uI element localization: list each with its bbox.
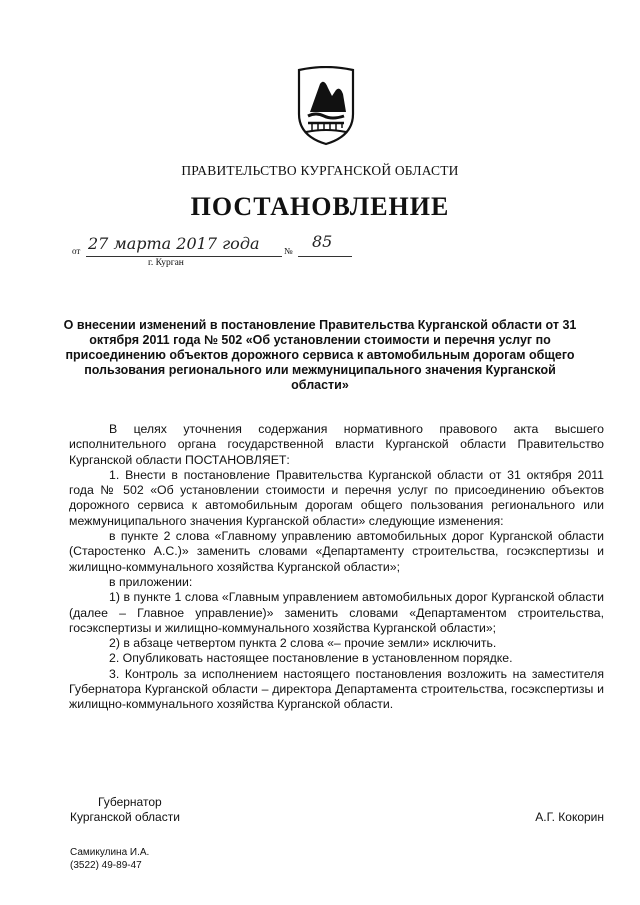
number-label: № [284, 246, 293, 256]
signatory-title-line1: Губернатор [98, 795, 162, 809]
executor-info [70, 846, 149, 872]
date-underline [86, 256, 282, 257]
coat-of-arms-emblem [296, 66, 356, 146]
date-from-label: от [72, 246, 81, 256]
signatory-title [70, 795, 180, 825]
signatory-name: А.Г. Кокорин [535, 810, 604, 824]
paragraph: в приложении: [109, 574, 193, 589]
paragraph: 1. Внести в постановление Правительства Курганской области от 31 октября 2011 года № 502 «Об установлении стоимости и перечня услуг по присоединению объектов дорожного сервиса к автомобильным дорогам общего пользования регионального или межмуниципального значения Курганской области» следующие изменения: [69, 467, 604, 528]
paragraph: в пункте 2 слова «Главному управлению автомобильных дорог Курганской области (Старостенко А.С.)» заменить словами «Департаменту строительства, госэкспертизы и жилищно-коммунального хозяйства Курганской области»; [69, 529, 604, 574]
paragraph: 3. Контроль за исполнением настоящего постановления возложить на заместителя Губернатора Курганской области – директора Департамента строительства, госэкспертизы и жилищно-коммунального хозяйства Курганской области. [69, 666, 604, 712]
handwritten-number: 85 [312, 232, 333, 251]
number-underline [298, 256, 352, 257]
handwritten-date: 27 марта 2017 года [88, 234, 260, 253]
executor-phone: (3522) 49-89-47 [70, 860, 142, 871]
paragraph: 2) в абзаце четвертом пункта 2 слова «– прочие земли» исключить. [109, 636, 497, 651]
document-heading: О внесении изменений в постановление Правительства Курганской области от 31 октября 2011 года № 502 «Об установлении стоимости и перечня услуг по присоединению объектов дорожного сервиса к автомобильным дорогам общего пользования регионального или межмуниципального значения Курганской области» [63, 318, 577, 392]
paragraph: 2. Опубликовать настоящее постановление в установленном порядке. [109, 651, 513, 666]
paragraph: 1) в пункте 1 слова «Главным управлением автомобильных дорог Курганской области (далее – Главное управление)» заменить словами «Департаментом строительства, госэкспертизы и жилищно-коммунального хозяйства Курганской области»; [69, 590, 604, 635]
city-label: г. Курган [148, 258, 184, 268]
signatory-title-line2: Курганской области [70, 810, 180, 824]
document-body [69, 422, 604, 713]
executor-name: Самикулина И.А. [70, 847, 150, 858]
government-name: ПРАВИТЕЛЬСТВО КУРГАНСКОЙ ОБЛАСТИ [181, 163, 459, 178]
dateline [72, 232, 362, 276]
paragraph: В целях уточнения содержания нормативного правового акта высшего исполнительного органа государственной власти Курганской области Правительство Курганской области ПОСТАНОВЛЯЕТ: [69, 422, 604, 467]
document-type-title: ПОСТАНОВЛЕНИЕ [190, 192, 450, 221]
